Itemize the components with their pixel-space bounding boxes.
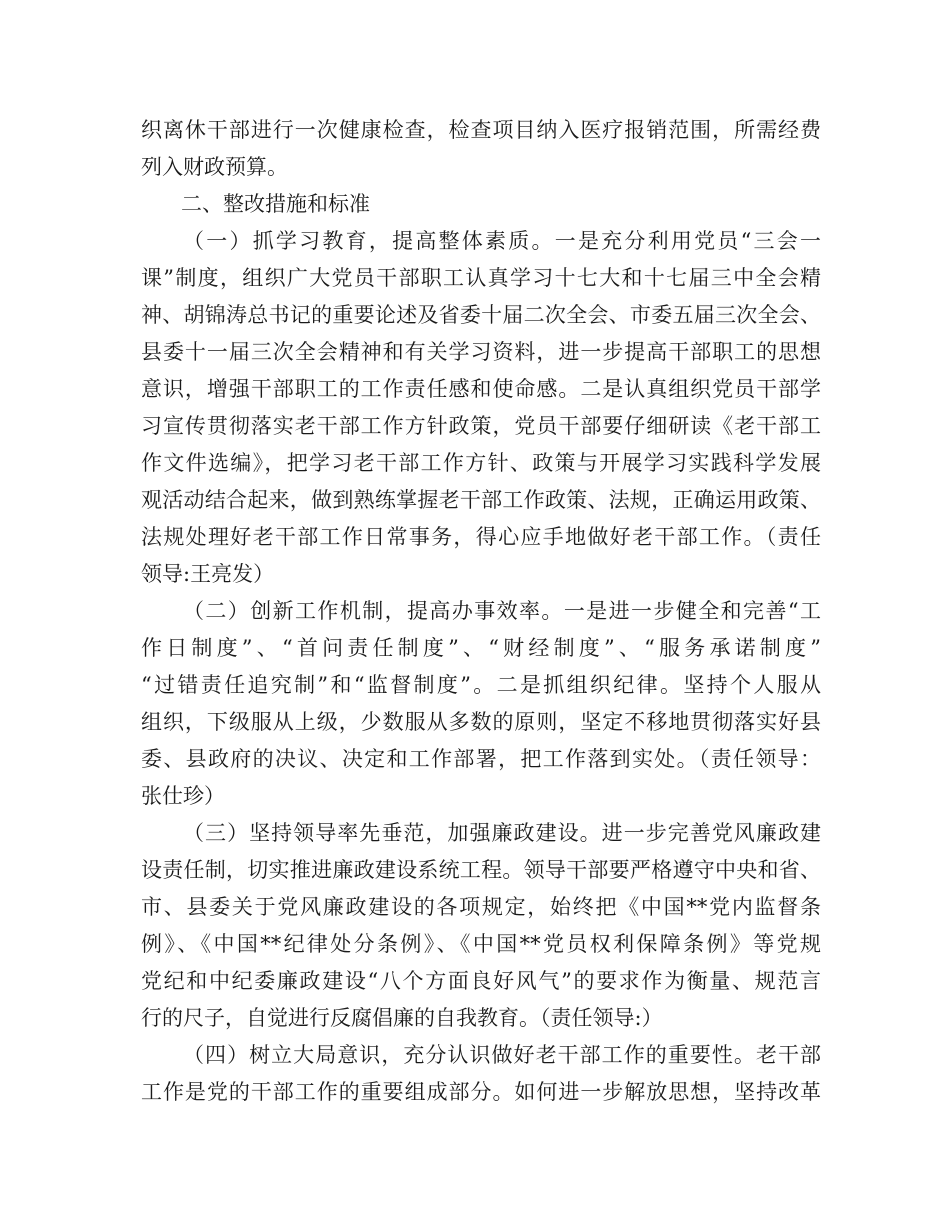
text-line: 委、县政府的决议、决定和工作部署，把工作落到实处。（责任领导： <box>141 747 821 771</box>
document-body <box>141 112 821 1111</box>
paragraph-first-line: （三）坚持领导率先垂范，加强廉政建设。进一步完善党风廉政建 <box>183 821 821 845</box>
text-line: 习宣传贯彻落实老干部工作方针政策，党员干部要仔细研读《老干部工 <box>141 414 821 438</box>
text-line: 县委十一届三次全会精神和有关学习资料，进一步提高干部职工的思想 <box>141 340 821 364</box>
text-line: 神、胡锦涛总书记的重要论述及省委十届二次全会、市委五届三次全会、 <box>141 303 821 327</box>
text-line: 列入财政预算。 <box>141 155 288 179</box>
text-line: 作日制度”、“首问责任制度”、“财经制度”、“服务承诺制度” <box>141 636 821 660</box>
paragraph-first-line: （二）创新工作机制，提高办事效率。一是进一步健全和完善“工 <box>183 599 821 623</box>
text-line: 作文件选编》，把学习老干部工作方针、政策与开展学习实践科学发展 <box>141 451 821 475</box>
text-line: 市、县委关于党风廉政建设的各项规定，始终把《中国**党内监督条 <box>141 895 821 919</box>
paragraph-first-line: （四）树立大局意识，充分认识做好老干部工作的重要性。老干部 <box>183 1043 821 1067</box>
text-line: 观活动结合起来，做到熟练掌握老干部工作政策、法规，正确运用政策、 <box>141 488 821 512</box>
text-line: 织离休干部进行一次健康检查，检查项目纳入医疗报销范围，所需经费 <box>141 118 821 142</box>
text-line: 课”制度，组织广大党员干部职工认真学习十七大和十七届三中全会精 <box>141 266 821 290</box>
text-line: 意识，增强干部职工的工作责任感和使命感。二是认真组织党员干部学 <box>141 377 821 401</box>
paragraph-first-line: （一）抓学习教育，提高整体素质。一是充分利用党员“三会一 <box>183 229 821 253</box>
text-line: 领导:王亮发） <box>141 562 275 586</box>
text-line: 党纪和中纪委廉政建设“八个方面良好风气”的要求作为衡量、规范言 <box>141 969 821 993</box>
text-line: 例》、《中国**纪律处分条例》、《中国**党员权利保障条例》等党规 <box>141 932 821 956</box>
text-line: “过错责任追究制”和“监督制度”。二是抓组织纪律。坚持个人服从 <box>141 673 821 697</box>
text-line: 设责任制，切实推进廉政建设系统工程。领导干部要严格遵守中央和省、 <box>141 858 821 882</box>
section-heading: 二、整改措施和标准 <box>181 192 370 216</box>
text-line: 法规处理好老干部工作日常事务，得心应手地做好老干部工作。（责任 <box>141 525 821 549</box>
text-line: 行的尺子，自觉进行反腐倡廉的自我教育。（责任领导:） <box>141 1006 663 1030</box>
text-line: 工作是党的干部工作的重要组成部分。如何进一步解放思想，坚持改革 <box>141 1080 821 1104</box>
text-line: 张仕珍） <box>141 784 225 808</box>
text-line: 组织，下级服从上级，少数服从多数的原则，坚定不移地贯彻落实好县 <box>141 710 821 734</box>
